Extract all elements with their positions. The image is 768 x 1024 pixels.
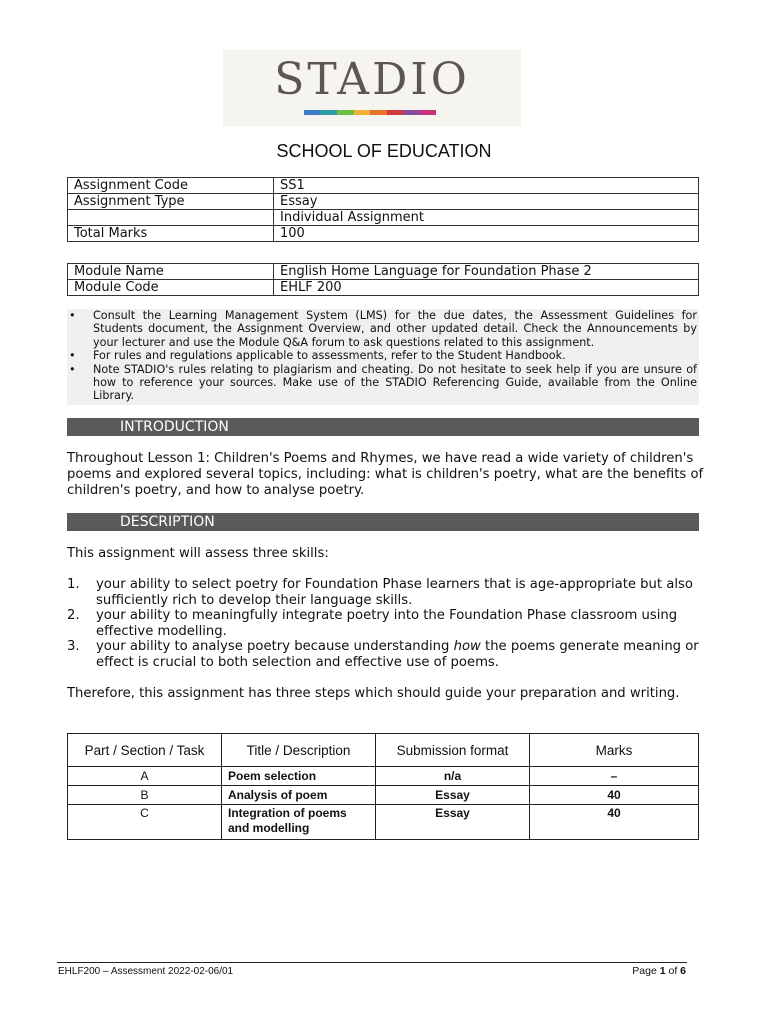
list-text: your ability to select poetry for Foundation Phase learners that is age-appropriate but also sufficiently rich to develop their language skills.	[96, 577, 693, 608]
list-item	[67, 577, 707, 608]
list-item	[67, 608, 707, 639]
description-intro: This assignment will assess three skills:	[67, 546, 329, 561]
stripe-segment	[420, 110, 437, 115]
value-cell: 100	[274, 226, 699, 242]
logo-color-stripe	[304, 110, 436, 115]
page-mid: of	[665, 965, 681, 977]
value-cell: Essay	[274, 194, 699, 210]
list-text: your ability to meaningfully integrate poetry into the Foundation Phase classroom using effective modelling.	[96, 608, 678, 639]
label-cell: Module Code	[68, 280, 274, 296]
stripe-segment	[354, 110, 371, 115]
list-number: 3.	[67, 639, 80, 654]
list-text-pre: your ability to analyse poetry because understanding	[96, 639, 454, 654]
stripe-segment	[321, 110, 338, 115]
skills-list	[67, 577, 707, 670]
page-current: 1	[659, 965, 666, 977]
task-table	[67, 733, 699, 840]
column-header: Title / Description	[222, 734, 376, 767]
stripe-segment	[370, 110, 387, 115]
value-cell: SS1	[274, 178, 699, 194]
column-header: Marks	[530, 734, 699, 767]
table-row	[68, 805, 699, 840]
section-heading-text: INTRODUCTION	[120, 419, 229, 435]
stripe-segment	[403, 110, 420, 115]
logo-text: STADIO	[274, 54, 470, 105]
table-row	[68, 226, 699, 242]
value-cell: Individual Assignment	[274, 210, 699, 226]
marks-cell: 40	[530, 786, 699, 805]
module-info-table	[67, 263, 699, 296]
assignment-info-table	[67, 177, 699, 242]
footer-divider	[57, 962, 687, 963]
part-cell: B	[68, 786, 222, 805]
value-cell: EHLF 200	[274, 280, 699, 296]
table-row	[68, 280, 699, 296]
footer-document-id: EHLF200 – Assessment 2022-02-06/01	[58, 966, 234, 977]
stripe-segment	[304, 110, 321, 115]
format-cell: n/a	[376, 767, 530, 786]
school-title: SCHOOL OF EDUCATION	[276, 141, 492, 161]
marks-cell: –	[530, 767, 699, 786]
label-cell	[68, 210, 274, 226]
note-item: • For rules and regulations applicable to assessments, refer to the Student Handbook.	[93, 349, 699, 362]
page-prefix: Page	[632, 965, 660, 977]
list-item	[67, 639, 707, 670]
section-heading-text: DESCRIPTION	[120, 514, 215, 530]
stripe-segment	[337, 110, 354, 115]
list-number: 2.	[67, 608, 80, 623]
description-conclusion: Therefore, this assignment has three steps which should guide your preparation and writing.	[67, 686, 680, 701]
table-row	[68, 210, 699, 226]
column-header: Submission format	[376, 734, 530, 767]
page-total: 6	[680, 965, 686, 977]
list-number: 1.	[67, 577, 80, 592]
part-cell: A	[68, 767, 222, 786]
format-cell: Essay	[376, 805, 530, 840]
title-cell: Poem selection	[222, 767, 376, 786]
part-cell: C	[68, 805, 222, 840]
table-row	[68, 264, 699, 280]
marks-cell: 40	[530, 805, 699, 840]
introduction-heading	[67, 418, 699, 436]
value-cell: English Home Language for Foundation Phase 2	[274, 264, 699, 280]
introduction-text: Throughout Lesson 1: Children's Poems and Rhymes, we have read a wide variety of children's poems and explored several topics, including: what is children's poetry, what are the benefits of children's poetry, and how to analyse poetry.	[67, 451, 704, 498]
label-cell: Module Name	[68, 264, 274, 280]
stadio-logo	[223, 50, 521, 126]
format-cell: Essay	[376, 786, 530, 805]
column-header: Part / Section / Task	[68, 734, 222, 767]
stripe-segment	[387, 110, 404, 115]
table-row	[68, 767, 699, 786]
title-cell: Analysis of poem	[222, 786, 376, 805]
table-row	[68, 194, 699, 210]
label-cell: Total Marks	[68, 226, 274, 242]
table-header-row	[68, 734, 699, 767]
footer-page-number	[632, 965, 686, 977]
list-text-emphasis: how	[453, 639, 481, 654]
table-row	[68, 786, 699, 805]
title-cell: Integration of poems and modelling	[222, 805, 376, 840]
note-item: • Consult the Learning Management System (LMS) for the due dates, the Assessment Guidelines for Students document, the Assignment Overview, and other updated detail. Check the Announcements by your lecturer and use the Module Q&A forum to ask questions related to this assignment.	[93, 309, 699, 349]
list-text-post: the poems generate meaning or effect is crucial to both selection and effective use of poems.	[96, 639, 699, 670]
notes-box	[67, 309, 699, 405]
note-item: • Note STADIO's rules relating to plagiarism and cheating. Do not hesitate to seek help if you are unsure of how to reference your sources. Make use of the STADIO Referencing Guide, available from the Online Library.	[93, 363, 699, 403]
description-heading	[67, 513, 699, 531]
label-cell: Assignment Type	[68, 194, 274, 210]
label-cell: Assignment Code	[68, 178, 274, 194]
table-row	[68, 178, 699, 194]
